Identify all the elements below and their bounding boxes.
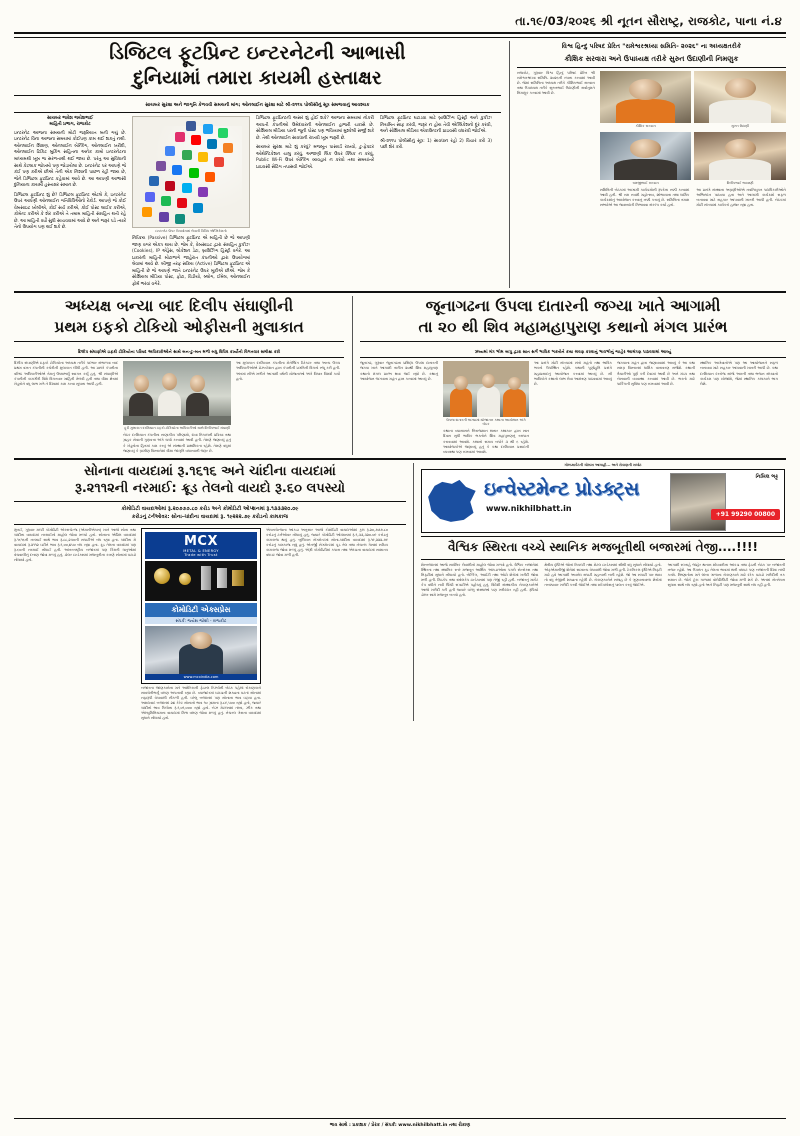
market-sub1: કોમોડિટી વાયદાઓમાં રૂ.૨૦૭૭૭.૮૦ કરોડ અને કોમોડિટી ઓપ્શનમાં રૂ.૧૩૩૩૨૦.૦૯ (121, 506, 299, 513)
lead-col1: ઇન્ટરનેટ આજના સમયની મોટી જરૂરિયાત બની ગયું છે. ઇન્ટરનેટ વિના આજના સમયમાં કોઈપણ કામ થઈ શકતું નથી. ઓનલાઈન શિક્ષણ, ઓનલાઈન બેન્કિંગ, ઓનલાઈન ખરીદી, ઓનલાઈન ટિકિટ બુકિંગ સહિતના અનેક કામો ઇન્ટરનેટના માધ્યમથી ખૂબ જ સરળતાથી થઈ જાય છે. પરંતુ આ સુવિધાની સાથે કેટલાક જોખમો પણ જોડાયેલા છે. ઇન્ટરનેટ પર આપણે જે કંઈ પણ કરીએ છીએ તેની એક નિશાની પાછળ રહી જાય છે, જેને ડિજિટલ ફૂટપ્રિન્ટ કહેવામાં આવે છે. આ આપણી આભાસી દુનિયાના કાયમી હસ્તાક્ષર સમાન છે. (14, 130, 126, 189)
katha-headline-line1: જૂનાગઢના ઉપલા દાતારની જગ્યા ખાતે આગામી (425, 297, 721, 316)
katha-col4: જગ્યાના મહંત દ્વારા જણાવવામાં આવ્યું કે આ કથા સમગ્ર વિસ્તારમાં ધાર્મિક વાતાવરણ સર્જશે. કથાની તૈયારીઓ પૂર્ણ કરી દેવામાં આવી છે અને મંડપ તથા બેસવાની વ્યવસ્થા કરવામાં આવી છે. ભક્તો માટે પાર્કિંગની સુવિધા પણ રાખવામાં આવી છે. (617, 361, 695, 386)
promo-pre-text: ગોલ્ડમાર્કેટની ચોક્કસ આગાહી... અને રોકાણની સચોટ (564, 462, 642, 467)
katha-col5: સ્થાનિક આગેવાનોએ પણ આ આયોજનને સફળ બનાવવા માટે સહકાર આપવાની ખાતરી આપી છે. કથા દરમિયાન દરરોજ સાંજે આરતી તથા ભજન સંધ્યાનો કાર્યક્રમ પણ યોજાશે, જેમાં સ્થાનિક કલાકારો ભાગ લેશે. (700, 361, 778, 386)
bull-icon (426, 476, 480, 526)
katha-subhead: ઋષ્યમાં મંત્ર ભીમ બાપુ દ્વારા સાત સર્ગ ભાવિક ભક્તોને કથા શ્રવણ કરવાનું ભાવભીનું જાહેર આમંત્રણ પાઠવવામાં આવ્યું (474, 349, 672, 355)
investment-advisor-name: નિખિલ ભટ્ટ (755, 473, 778, 480)
vhp-story (509, 41, 786, 288)
lead-col2: નિષ્ક્રિય (Passive) ડિજિટલ ફૂટપ્રિન્ટ એ માહિતી છે જે આપણી જાણ વગર એકત્ર થાય છે. જેમ કે, વેબસાઇટ દ્વારા સંગ્રહિત કુકીઝ (Cookies), IP એડ્રેસ, લોકેશન ડેટા, બ્રાઉઝિંગ હિસ્ટ્રી વગેરે. આ પ્રકારની માહિતી મોટાભાગે જાહેરાત કંપનીઓ દ્વારા ઉપયોગમાં લેવામાં આવે છે. બીજી તરફ સક્રિય (Active) ડિજિટલ ફૂટપ્રિન્ટ એ માહિતી છે જે આપણે જાતે ઇન્ટરનેટ ઉપર મૂકીએ છીએ. જેમ કે સોશિયલ મીડિયા પોસ્ટ, ફોટા, વિડીયો, બ્લોગ, ઈમેલ, ઓનલાઈન ફોર્મ ભરવાં વગેરે. (132, 236, 250, 287)
market-col1: મુંબઈ, ગુરૂવાર મલ્ટી કોમોડિટી એક્સચેન્જ (એમસીએક્સ) ખાતે આજે સોના તથા ચાંદીના વાયદામાં નરમાઈનો માહોલ જોવા મળ્યો હતો. સોનાના એપ્રિલ વાયદામાં રૂ.૧૬૧૬ની નરમાઈ સાથે ભાવ રૂ.૮૮,૨૫૦ની સપાટીએ બંધ રહ્યા હતા. ચાંદીના મે વાયદામાં રૂ.૨૧૧૨ ઘટીને ભાવ રૂ.૧,૦૦,૪૫૦ બંધ રહ્યા હતા. ક્રૂડ તેલના વાયદામાં પણ રૂ.૬૦ની નરમાઈ નોંધાઈ હતી. આંતરરાષ્ટ્રીય બજારમાં પણ કિંમતી ધાતુઓમાં વેચવાલીનું દબાણ જોવા મળ્યું હતું. ડોલર ઇન્ડેક્સમાં મજબૂતીના કારણે સોનામાં ઘટાડો નોંધાયો હતો. (14, 527, 136, 563)
mcx-commodity-image (145, 561, 257, 601)
mcx-website[interactable]: www.mcxindia.com (145, 674, 257, 680)
photo-katha-meeting (443, 361, 529, 417)
katha-photo-caption: ઉપલા દાતારની જગ્યામાં યોજાનાર કથાના આયોજન અંગે બેઠક (446, 418, 526, 427)
middle-section (14, 296, 786, 455)
market-headline-line1: સોનાના વાયદામાં રૂ.૧૬૧૬ અને ચાંદીના વાયદામાં (84, 463, 336, 479)
lead-headline-line2: દુનિયામાં તમારા કાયમી હસ્તાક્ષર (133, 67, 382, 90)
investment-ad-banner[interactable] (421, 469, 785, 533)
market-commentary-headline: વૈશ્વિક સ્થિરતા વચ્ચે સ્થાનિક મજબૂતીથી બજારમાં તેજી....!!!! (448, 539, 758, 554)
katha-col3: આ પ્રસંગે મોટી સંખ્યામાં સંતો મહંતો તથા ભાવિક ભક્તો ઉપસ્થિત રહેશે. કથાની પૂર્ણાહુતિ પ્રસંગે મહાપ્રસાદનું આયોજન કરવામાં આવ્યું છે. સૌ ભાવિકોને કથાનો લાભ લેવા આમંત્રણ પાઠવવામાં આવ્યું છે. (534, 361, 612, 386)
ifco-col2: બેઠક દરમિયાન કંપનીના નાણાકીય પરિણામો, દાવા નિકાલની પ્રક્રિયા તથા ગ્રાહક સેવાની ગુણવત્તા અંગે ચર્ચા કરવામાં આવી હતી. તેમણે જણાવ્યું હતું કે ખેડૂતોના હિતમાં કામ કરવું એ સંસ્થાની પ્રાથમિકતા રહેશે. તેમણે વધુમાં જણાવ્યું કે ગ્રામીણ વિસ્તારોમાં વીમા જાગૃતિ વધારવાની જરૂર છે. (123, 433, 231, 453)
footer-text: ભાવ સાથે : પ્રકાશક / પ્રેરક / સંપર્ક: www.nikhilbhatt.in તથા રોકાણ (329, 1123, 471, 1128)
apps-collage-caption: ઇન્ટરનેટ ઉપર ઉપયોગમાં લેવાતી વિવિધ એપ્લિકેશનો (155, 229, 227, 234)
lead-story (14, 41, 501, 288)
apps-collage (133, 117, 249, 227)
vhp-col2: સમિતિની બેઠકમાં આગામી કાર્યક્રમોની રૂપરેખા નક્કી કરવામાં આવી હતી. શ્રી રામ નવમી મહોત્સવ, શોભાયાત્રા તથા ધાર્મિક કાર્યક્રમોનું આયોજન કરવાનું નક્કી કરાયું છે. સમિતિના તમામ સભ્યોએ આ જવાબદારી નિભાવવા સંકલ્પ કર્યો હતો. (599, 187, 690, 208)
commentary-col1: શેરબજારમાં આજે સાર્વત્રિક લેવાલીનો માહોલ જોવા મળ્યો હતો. વૈશ્વિક બજારોમાં સ્થિરતા તથા સ્થાનિક સ્તરે મજબૂત આર્થિક આંકડાઓના પગલે સેન્સેક્સ તથા નિફ્ટીમાં સુધારો નોંધાયો હતો. બેન્કિંગ, આઈટી તથા ઓટો શેરોમાં ખરીદી જોવા મળી હતી. મિડકેપ તથા સ્મોલકેપ ઇન્ડેક્સમાં પણ તેજી રહી હતી. બજારનું માર્કેટ કેપ વધીને નવી ઊંચી સપાટીએ પહોંચ્યું હતું. વિદેશી સંસ્થાકીય રોકાણકારોએ આજે ખરીદી કરી હતી જ્યારે ઘરેલુ સંસ્થાઓ પણ ખરીદદાર રહી હતી. રૂપિયો ડોલર સામે મજબૂત બન્યો હતો. (421, 562, 539, 598)
page-footer (14, 1118, 786, 1128)
photo-caption-3: રામજીભાઈ સરવારા (632, 180, 659, 185)
ifco-subhead: દિલીપ સંઘાણીએ ઇફકો ટોકિયોના પરિષદ અધિકારીઓને સાથે બન-ટુ-બન મળી બધુ વિધિવ કાર્યોની વિગતવાર સમીક્ષા કરી (77, 349, 281, 355)
mcx-header (145, 532, 257, 559)
market-col3: એક્સચેન્જના આંકડા અનુસાર આજે કોમોડિટી વાયદાઓમાં કુલ રૂ.૨૦,૭૭૭.૮૦ કરોડનું ટર્નઓવર નોંધાયું હતું, જ્યારે કોમોડિટી ઓપ્શનમાં રૂ.૧,૩૩,૩૨૦.૦૯ કરોડનું કામકાજ થયું હતું. બુલિયન સેગમેન્ટમાં સોના-ચાંદીના વાયદામાં રૂ.૧૯,૨૨૨.૭૯ કરોડનું કામકાજ રહ્યું હતું. એનર્જી સેગમેન્ટમાં ક્રૂડ તેલ તથા નેચરલ ગેસમાં સક્રિય કામકાજ જોવા મળ્યું હતું. એગ્રી કોમોડિટીમાં કપાસ તથા એરંડાના વાયદામાં સામાન્ય વધઘટ જોવા મળી હતી. (266, 527, 388, 558)
mcx-contact-label: સંપર્ક: જયેશ જોશી - રાજકોટ (145, 617, 257, 624)
mcx-advertisement[interactable] (141, 528, 261, 684)
market-headline-line2: રૂ.૨૧૧૨ની નરમાઈ: ક્રૂડ તેલનો વાયદો રૂ.૬૦ લપસ્યો (74, 481, 346, 496)
market-col2: બજારના જાણકારોના મતે અમેરિકાની ફેડરલ રિઝર્વની બેઠક પહેલાં રોકાણકારો સાવચેતીભર્યું વલણ અપનાવી રહ્યા છે. વ્યાજદરમાં ઘટાડાની શક્યતા ઘટતાં સોનામાં નફારૂપી વેચવાલી નીકળી હતી. ઘરેલુ બજારમાં પણ સોનાના ભાવ ઘટ્યા હતા. અમદાવાદ બજારમાં ૨૪ કેરેટ સોનાનો ભાવ ૧૦ ગ્રામના રૂ.૮૯,૫૦૦ રહ્યો હતો, જ્યારે ચાંદીનો ભાવ કિલોના રૂ.૧,૦૧,૦૦૦ રહ્યો હતો. બેઝ મેટલ્સમાં તાંબા, ઝીંક તથા એલ્યુમિનિયમના વાયદામાં મિશ્ર વલણ જોવા મળ્યું હતું. નેચરલ ગેસના વાયદામાં સુધારો નોંધાયો હતો. (141, 685, 261, 721)
mcx-band-label: કોમોડિટી એક્સપ્રેસ (145, 603, 257, 617)
photo-kaushik-sarvara (600, 71, 692, 123)
photo-caption-2: સુરુત ઉદાણી (731, 123, 749, 128)
market-story (14, 463, 406, 722)
lead-col4b: શ્રી-૨૧૧૫ પોલીસીનું સૂત્ર: 1) સાવધાન રહો 2) વિચાર કરો 3) પછી શેર કરો. (380, 138, 492, 151)
lead-col3b: સાયબર સુરક્ષા માટે શું કરવું? મજબૂત પાસવર્ડ રાખવો, ટુ-ફેક્ટર ઓથેન્ટિકેશન ચાલુ કરવું, અજાણી લિંક ઉપર ક્લિક ન કરવું, Public Wi-Fi ઉપર બેન્કિંગ વ્યવહાર ન કરવો તથા સમયાંતરે પ્રાઇવસી સેટિંગ તપાસવી જોઈએ. (256, 145, 374, 170)
masthead: તા.૧૯/03/૨૦૨૬ શ્રી નૂતન સૌરાષ્ટ્ર, રાજકોટ, પાના નં.૪ (515, 14, 782, 28)
ifco-headline-line2: પ્રથમ ઇફકો ટોકિયો ઓફીસની મુલાકાત (54, 317, 304, 336)
lead-headline-line1: ડિજિટલ ફૂટપ્રિન્ટ ઇન્ટરનેટની આભાસી (109, 42, 406, 64)
masthead-rule-2 (14, 37, 786, 38)
commentary-col2: ક્ષેત્રીય દૃષ્ટિએ જોતાં રિયલ્ટી તથા મેટલ ઇન્ડેક્સમાં સૌથી વધુ સુધારો નોંધાયો હતો. એફએમસીજી શેરોમાં સામાન્ય વેચવાલી જોવા મળી હતી. ટેકનિકલ દૃષ્ટિએ નિફ્ટી માટે હવે આગામી અવરોધ સપાટી મહત્વની બની રહેશે. જો આ સપાટી પાર થાય તો વધુ તેજીની શક્યતા રહેલી છે. રોકાણકારોને સલાહ છે કે ગુણવત્તાવાળા શેરોમાં તબક્કાવાર ખરીદી કરવી જોઈએ તથા સ્ટોપલોસનું પાલન કરવું જોઈએ. (544, 562, 662, 588)
lead-byline-2: માહિતી પ્રભાગ, રાજકોટ (49, 122, 91, 128)
investment-website[interactable]: www.nikhilbhatt.in (486, 503, 572, 513)
investment-section (413, 463, 785, 722)
bottom-section (14, 463, 786, 722)
ifco-story (14, 296, 344, 455)
mcx-tagline: METAL & ENERGY (183, 548, 219, 553)
katha-headline-line2: તા ૨૦ થી શિવ મહામહાપુરાણ કથાનો મંગલ પ્રારંભ (418, 317, 728, 336)
mcx-tagline-2: Trade with Trust (184, 552, 218, 557)
lead-kicker: સાયબર સુરક્ષા અને જાગૃતિ કેળવવી સમયની માંગ; ઓનલાઈન સુરક્ષા માટે શ્રી-૨૧૧૫ પોલીસીનું સૂત્ર સમજવાનું આવશ્યક (145, 103, 370, 109)
katha-col1: જૂનાગઢ, ગુરૂવાર જૂનાગઢના પ્રસિદ્ધ ઉપલા દાતારની જગ્યા ખાતે આગામી તારીખ ૨૦થી શિવ મહાપુરાણ કથાનો મંગલ પ્રારંભ થવા જઈ રહ્યો છે. કથાનું આયોજન જગ્યાના મહંત દ્વારા કરવામાં આવ્યું છે. (360, 361, 438, 381)
investment-phone-number[interactable]: +91 99290 00800 (711, 509, 780, 520)
top-section (14, 41, 786, 288)
vhp-col3: આ પ્રસંગે સંસ્થાના અગ્રણીઓએ નવનિયુક્ત પદાધિકારીઓને અભિનંદન પાઠવ્યા હતા અને આગામી કાર્યક્રમો સફળ બનાવવા માટે સહકાર આપવાની ખાતરી આપી હતી. બેઠકમાં મોટી સંખ્યામાં કાર્યકરો હાજર રહ્યા હતા. (696, 187, 786, 208)
apps-collage-figure (132, 116, 250, 228)
photo-dilipbhai-bhayani (694, 132, 786, 180)
vhp-col1: રાજકોટ, ગુરૂવાર વિશ્વ હિન્દુ પરિષદ પ્રેરિત શ્રી રામેશ્વરશ્રધ્યા સમિતિ- ૨૦૨૬ની રચના કરવામાં આવી છે. જેમાં સમિતિના અધ્યક્ષ તરીકે કૌશિકભાઈ સરવારા તથા ઉપાધ્યક્ષ તરીકે સુરુતભાઈ ઉદાણીની સર્વાનુમતે નિમણૂક કરવામાં આવી છે. (516, 70, 595, 96)
vhp-headline-line2: કૌશિક સરવારા અને ઉપાધ્યક્ષ તરીકે સુરુત ઉદાણીની નિમણુક (564, 55, 739, 64)
photo-ramjibhai-sarvara (600, 132, 692, 180)
commentary-col3: આગામી સપ્તાહે જાહેર થનારા મોંઘવારીના આંકડા તથા ફેડની બેઠક પર બજારની નજર રહેશે. આ ઉપરાંત ક્રૂડ તેલના ભાવમાં થતી વધઘટ પણ બજારની દિશા નક્કી કરશે. નિષ્ણાતોના મતે લાંબા ગાળાના રોકાણકારો માટે દરેક ઘટાડો ખરીદીની તક સમાન છે. જોકે ટૂંકા ગાળામાં વોલેટિલિટી જોવા મળી શકે છે. અંતમાં સેન્સેક્સ સુધારા સાથે બંધ રહ્યો હતો અને નિફ્ટી પણ મજબૂતી સાથે બંધ રહી હતી. (667, 562, 785, 588)
katha-story (352, 296, 786, 455)
photo-caption-4: દિલીપભાઈ ભાયાણી (726, 180, 754, 185)
lead-col3a: ડિજિટલ ફૂટપ્રિન્ટની અસર શું હોઈ શકે? આજના સમયમાં નોકરી આપતી કંપનીઓ ઉમેદવારની ઓનલાઈન હાજરી ચકાસે છે. સોશિયલ મીડિયા પરની જૂની પોસ્ટ પણ ભવિષ્યમાં મુશ્કેલી સર્જી શકે છે. તેથી ઓનલાઈન સાવધાની રાખવી ખૂબ જરૂરી છે. (256, 116, 375, 141)
katha-col2: કથાના વ્યાસાસને બિરાજમાન થનાર કથાકાર દ્વારા સાત દિવસ સુધી ભાવિક ભક્તોને શિવ મહાપુરાણનું રસપાન કરાવવામાં આવશે. કથાનો સમય બપોરે ૩ થી ૬ રહેશે. આયોજકોએ જણાવ્યું હતું કે કથા દરમિયાન પ્રસાદની વ્યવસ્થા પણ રાખવામાં આવશે. (443, 429, 529, 454)
ifco-col1: દિલીપ સંઘાણીએ ઇફકો ટોકિયોના અધ્યક્ષ તરીકે પદભાર સંભાળ્યા બાદ પ્રથમ વખત કંપનીની કચેરીની મુલાકાત લીધી હતી. આ પ્રસંગે કંપનીના વરિષ્ઠ અધિકારીઓએ તેમનું ઉષ્માભર્યું સ્વાગત કર્યું હતું. શ્રી સંઘાણીએ કંપનીની કામગીરી વિશે વિગતવાર માહિતી મેળવી હતી તથા વીમા ક્ષેત્રમાં ખેડૂતોને વધુ લાભ મળે તે દિશામાં કામ કરવા સૂચના આપી હતી. (14, 361, 118, 386)
photo-ifco-office-visit (123, 361, 231, 425)
mcx-logo: MCX (184, 533, 218, 549)
lead-col1b: ડિજિટલ ફૂટપ્રિન્ટ શું છે? ડિજિટલ ફૂટપ્રિન્ટ એટલે કે, ઇન્ટરનેટ ઉપર આપણી ઓનલાઈન ગતિવિધિઓનો રેકોર્ડ. આપણે જે કોઈ વેબસાઇટ ખોલીએ, કોઈ સર્ચ કરીએ, કોઈ પોસ્ટ લાઈક કરીએ, કોમેન્ટ કરીએ કે શેર કરીએ તે તમામ માહિતી સંગ્રહિત થતી રહે છે. આ માહિતી વર્ષો સુધી સાચવવામાં આવે છે અને જરૂર પડે ત્યારે તેનો ઉપયોગ પણ થઈ શકે છે. (14, 192, 126, 231)
market-sub2: કરોડનું ટર્નઓવર: સોના-ચાંદીના વાયદામાં રૂ. ૧૯૨૨૨.૭૯ કરોડનો કામકાજ (131, 513, 289, 520)
ifco-headline-line1: અધ્યક્ષ બન્યા બાદ દિલીપ સંઘાણીની (64, 297, 294, 316)
ifco-col3: આ મુલાકાત દરમિયાન કંપનીના મેનેજિંગ ડિરેક્ટર તથા અન્ય ઉચ્ચ અધિકારીઓએ પ્રેઝન્ટેશન દ્વારા કંપનીની પ્રગતિની વિગતો રજૂ કરી હતી. અંતમાં સૌએ મળીને આગામી વર્ષની યોજનાઓ અંગે વિચાર વિમર્શ કર્યો હતો. (236, 361, 340, 381)
investment-advisor-photo (670, 473, 726, 531)
ifco-photo-caption: ફૂડી મુલાકાત દરમિયાન ઇફકો ટોકિયોના અધિકારીઓ સાથે દિલીપભાઈ સંઘાણી (124, 426, 230, 431)
mcx-analyst-photo (145, 626, 257, 674)
photo-caption-1: કૌશિક સરવારા (635, 123, 656, 128)
photo-surut-udani (694, 71, 786, 123)
investment-brand-logo: ઇન્વેસ્ટમેન્ટ પ્રોડક્ટ્સ (484, 477, 639, 500)
vhp-headline-line1: વિશ્વ હિન્દુ પરિષદ પ્રેરિત "રામેશ્વરશ્રધ્યા સમિતિ- ૨૦૨૬" ના અધ્યક્ષતરીકે (561, 43, 742, 50)
lead-col4a: ડિજિટલ ફૂટપ્રિન્ટ ઘટાડવા માટે બ્રાઉઝિંગ હિસ્ટ્રી અને કુકીઝ નિયમિત સાફ કરવી, જરૂર ન હોય તેવી એપ્લિકેશનો દૂર કરવી, અને સોશિયલ મીડિયા એકાઉન્ટની પ્રાઇવસી વધારવી જોઈએ. (380, 116, 492, 135)
lead-byline-1: સાયબર ભાવેશ જયેશભાઈ (47, 116, 93, 122)
